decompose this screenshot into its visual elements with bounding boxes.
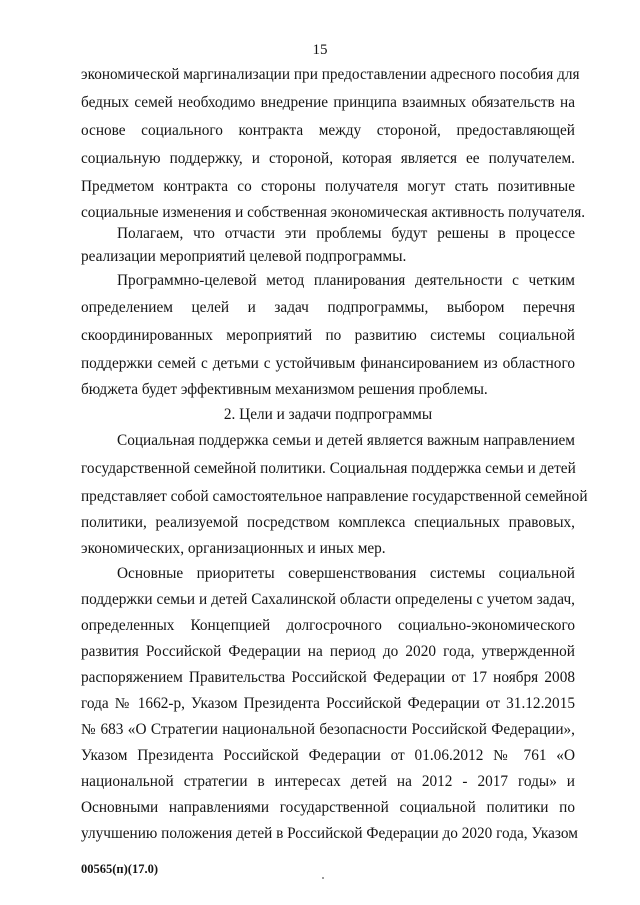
text-line: улучшению положения детей в Российской Федерации до 2020 года, Указом	[81, 825, 578, 842]
text-line: бедных семей необходимо внедрение принципа взаимных обязательств на	[81, 94, 575, 111]
text-line: развития Российской Федерации на период до 2020 года, утвержденной	[81, 643, 575, 660]
text-line: распоряжением Правительства Российской Федерации от 17 ноября 2008	[81, 669, 575, 686]
text-line: Полагаем, что отчасти эти проблемы будут решены в процессе	[117, 225, 575, 242]
section-heading: 2. Цели и задачи подпрограммы	[223, 406, 433, 423]
scan-artifact-dot	[322, 877, 324, 879]
text-line: экономических, организационных и иных мер.	[81, 540, 386, 557]
text-line: Основными направлениями государственной социальной политики по	[81, 799, 575, 816]
text-line: определенных Концепцией долгосрочного социально-экономического	[81, 617, 575, 634]
text-line: основе социального контракта между стороной, предоставляющей	[81, 122, 575, 139]
footer-document-code: 00565(п)(17.0)	[81, 862, 158, 876]
text-line: представляет собой самостоятельное направление государственной семейной	[81, 488, 588, 505]
text-line: года № 1662-р, Указом Президента Российской Федерации от 31.12.2015	[81, 695, 575, 712]
text-line: социальную поддержку, и стороной, которая является ее получателем.	[81, 150, 575, 167]
page-number: 15	[312, 42, 328, 58]
text-line: скоординированных мероприятий по развитию системы социальной	[81, 327, 575, 344]
text-line: определением целей и задач подпрограммы, выбором перечня	[81, 299, 575, 316]
text-line: национальной стратегии в интересах детей на 2012 - 2017 годы» и	[81, 773, 575, 790]
text-line: социальные изменения и собственная экономическая активность получателя.	[81, 204, 586, 221]
text-line: политики, реализуемой посредством комплекса специальных правовых,	[81, 514, 575, 531]
text-line: Программно-целевой метод планирования деятельности с четким	[117, 272, 575, 289]
text-line: государственной семейной политики. Социальная поддержка семьи и детей	[81, 460, 576, 477]
text-line: Социальная поддержка семьи и детей является важным направлением	[117, 432, 575, 449]
text-line: Указом Президента Российской Федерации от 01.06.2012 № 761 «О	[81, 747, 575, 764]
text-line: реализации мероприятий целевой подпрограммы.	[81, 248, 407, 265]
text-line: поддержки семей с детьми с устойчивым финансированием из областного	[81, 355, 575, 372]
text-line: Основные приоритеты совершенствования системы социальной	[117, 565, 575, 582]
text-line: экономической маргинализации при предоставлении адресного пособия для	[81, 66, 580, 83]
text-line: № 683 «О Стратегии национальной безопасности Российской Федерации»,	[81, 721, 575, 738]
text-line: Предметом контракта со стороны получателя могут стать позитивные	[81, 178, 575, 195]
text-line: бюджета будет эффективным механизмом решения проблемы.	[81, 381, 488, 398]
text-line: поддержки семьи и детей Сахалинской области определены с учетом задач,	[81, 591, 575, 608]
